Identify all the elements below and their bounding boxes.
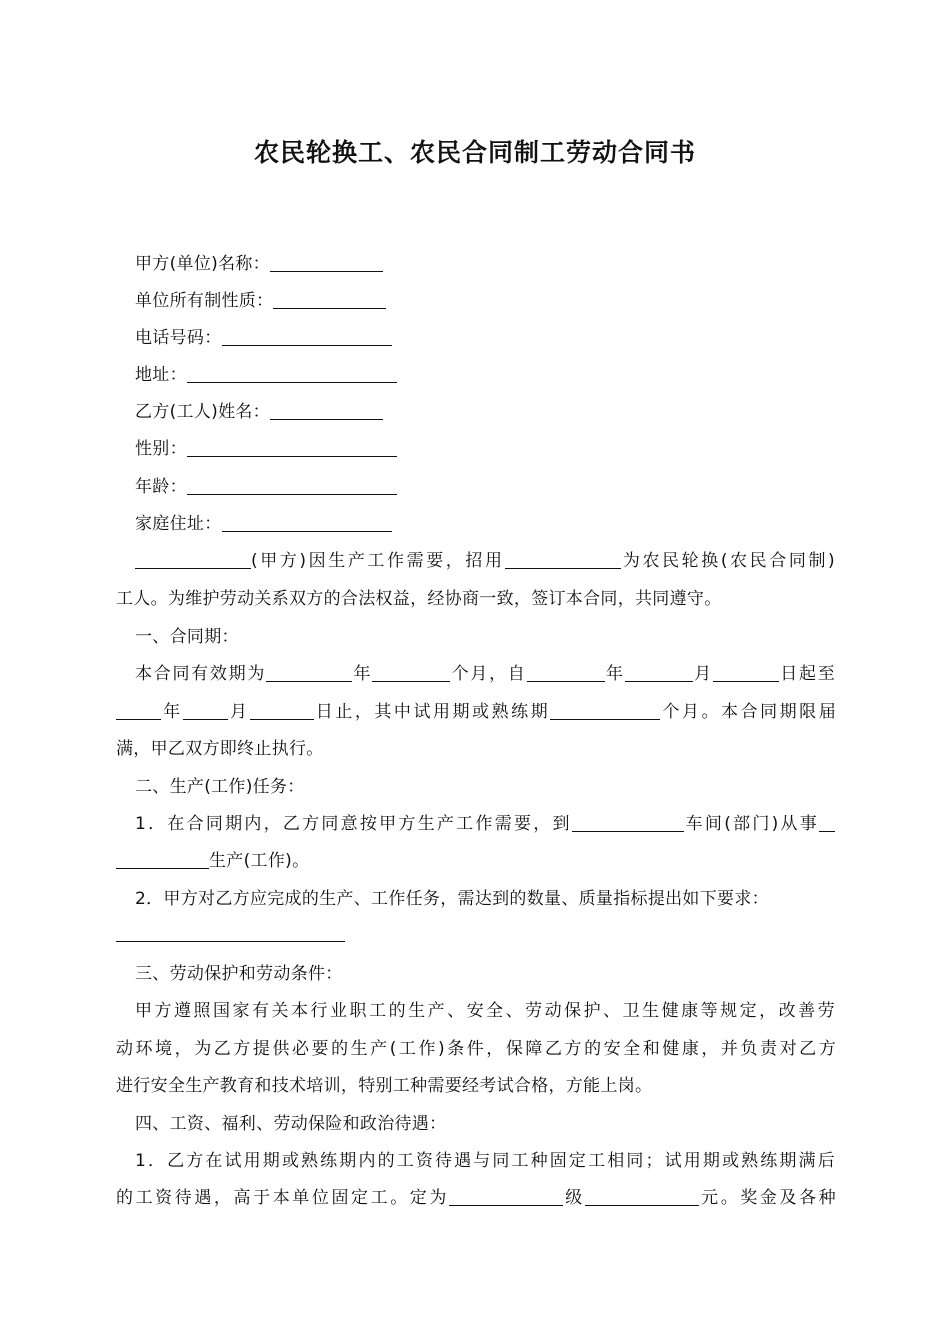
section-3-line-2: 动环境，为乙方提供必要的生产(工作)条件，保障乙方的安全和健康，并负责对乙方 xyxy=(116,1039,836,1059)
section-3-heading: 三、劳动保护和劳动条件： xyxy=(135,964,343,984)
blank-line xyxy=(625,665,693,682)
field-label: 电话号码： xyxy=(135,328,222,348)
field-label: 乙方(工人)姓名： xyxy=(135,402,270,422)
blank-line xyxy=(713,665,779,682)
field-label: 性别： xyxy=(135,439,187,459)
section-4-line-2: 的工资待遇，高于本单位固定工。定为 级 元。奖金及各种 xyxy=(116,1188,836,1208)
section-4-line-1: 1．乙方在试用期或熟练期内的工资待遇与同工种固定工相同；试用期或熟练期满后 xyxy=(135,1151,835,1171)
blank-line xyxy=(527,665,605,682)
field-label: 年龄： xyxy=(135,477,187,497)
blank-line xyxy=(572,815,684,832)
field-address xyxy=(135,364,855,386)
intro-line-1: (甲方)因生产工作需要，招用 为农民轮换(农民合同制) xyxy=(135,550,835,572)
blank-line xyxy=(222,515,392,532)
blank-line xyxy=(270,255,383,272)
field-home-address xyxy=(135,513,855,535)
section-3-line-1: 甲方遵照国家有关本行业职工的生产、安全、劳动保护、卫生健康等规定，改善劳 xyxy=(135,1001,835,1021)
blank-line xyxy=(270,403,383,420)
blank-line xyxy=(187,478,397,495)
field-label: 单位所有制性质： xyxy=(135,291,274,311)
blank-line xyxy=(187,440,397,457)
blank-line xyxy=(222,329,392,346)
blank-line xyxy=(585,1189,699,1206)
section-3-line-3: 进行安全生产教育和技术培训，特别工种需要经考试合格，方能上岗。 xyxy=(116,1076,653,1096)
blank-line xyxy=(250,703,314,720)
section-1-heading: 一、合同期： xyxy=(135,627,239,647)
field-age xyxy=(135,476,855,498)
field-label: 甲方(单位)名称： xyxy=(135,254,270,274)
field-party-a-name xyxy=(135,253,855,275)
field-gender xyxy=(135,438,855,460)
section-1-line-2: 年 月 日止，其中试用期或熟练期 个月。本合同期限届 xyxy=(116,701,836,723)
blank-line xyxy=(187,366,397,383)
section-1-line-3: 满，甲乙双方即终止执行。 xyxy=(116,739,324,759)
field-party-b-name xyxy=(135,401,855,423)
blank-line xyxy=(183,703,228,720)
field-label: 地址： xyxy=(135,365,187,385)
section-2-item-2: 2．甲方对乙方应完成的生产、工作任务，需达到的数量、质量指标提出如下要求： xyxy=(135,889,769,909)
blank-line xyxy=(116,852,209,869)
field-phone xyxy=(135,327,855,349)
blank-line xyxy=(819,815,835,832)
blank-line xyxy=(505,552,621,569)
blank-line xyxy=(116,941,345,942)
blank-line xyxy=(449,1189,563,1206)
section-2-item-1-cont: 生产(工作)。 xyxy=(116,850,836,872)
section-1-line-1: 本合同有效期为 年 个月，自 年 月 日起至 xyxy=(135,664,836,684)
field-ownership xyxy=(135,290,855,312)
blank-line xyxy=(266,665,352,682)
blank-line xyxy=(116,703,161,720)
blank-line xyxy=(372,665,450,682)
section-4-heading: 四、工资、福利、劳动保险和政治待遇： xyxy=(135,1114,447,1134)
blank-line xyxy=(273,292,386,309)
section-2-item-1: 1．在合同期内，乙方同意按甲方生产工作需要，到 车间(部门)从事 xyxy=(135,813,835,835)
section-2-heading: 二、生产(工作)任务： xyxy=(135,777,305,797)
intro-line-2: 工人。为维护劳动关系双方的合法权益，经协商一致，签订本合同，共同遵守。 xyxy=(116,589,722,609)
blank-line xyxy=(550,703,660,720)
blank-line xyxy=(135,552,251,569)
document-title: 农民轮换工、农民合同制工劳动合同书 xyxy=(253,138,696,167)
field-label: 家庭住址： xyxy=(135,514,222,534)
